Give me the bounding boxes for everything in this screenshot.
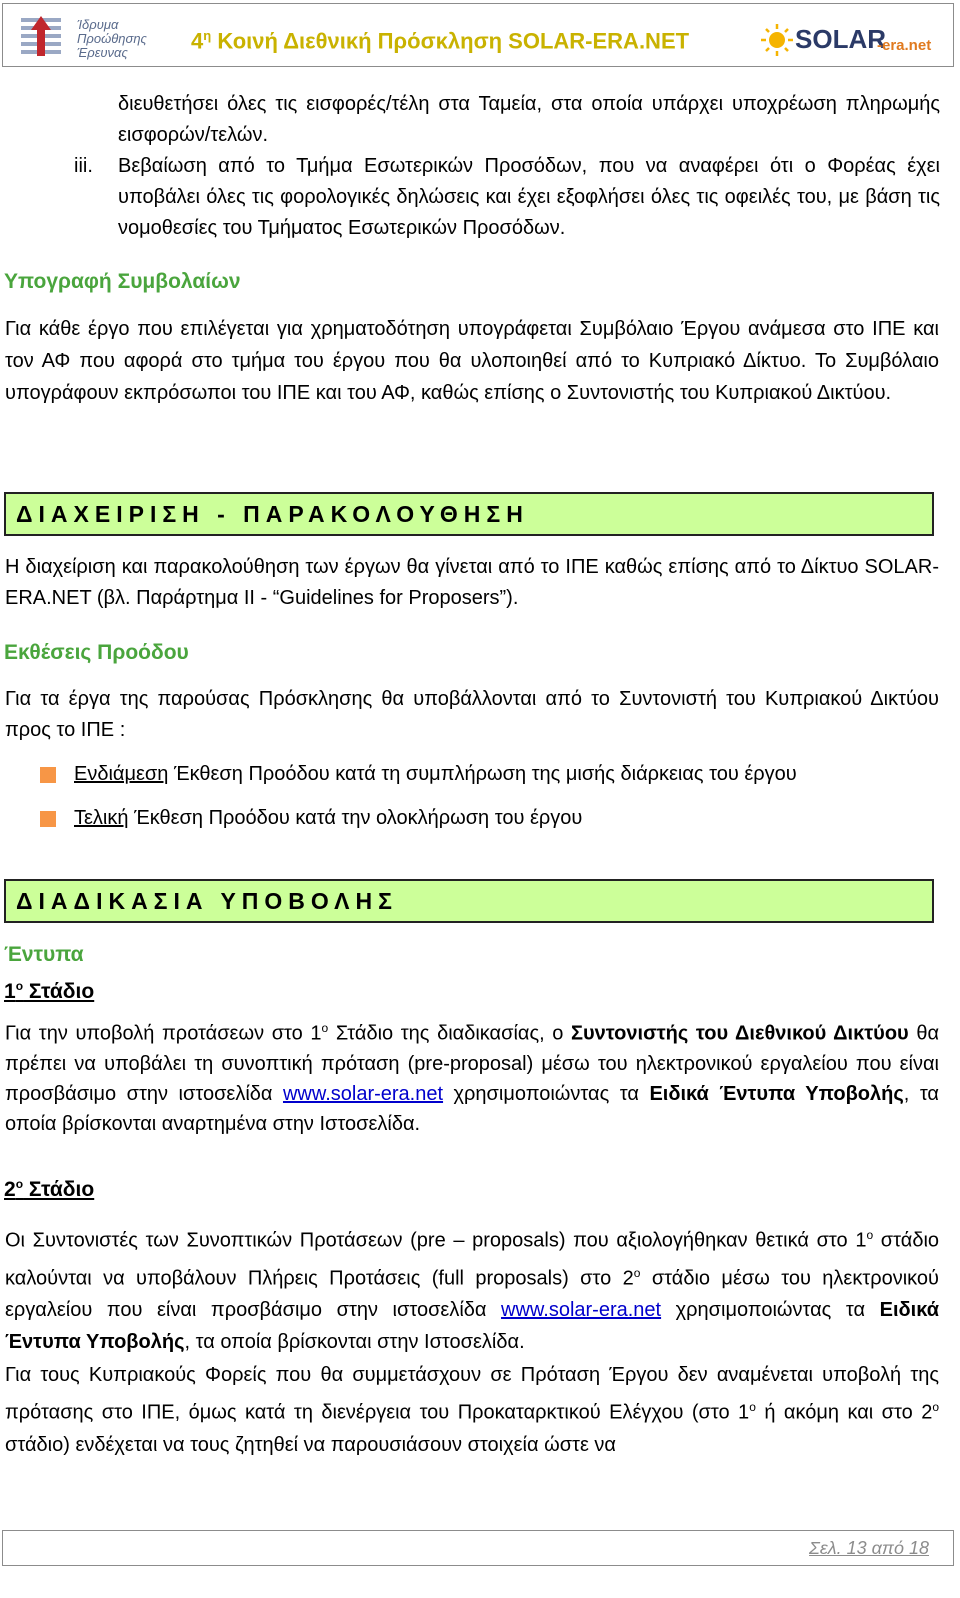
heading-progress-reports: Εκθέσεις Προόδου xyxy=(4,641,189,664)
stage1-word: Στάδιο xyxy=(23,980,95,1003)
s3-sup2: ο xyxy=(932,1400,939,1414)
solar-era-logo xyxy=(759,22,949,58)
paragraph-reports: Για τα έργα της παρούσας Πρόσκλησης θα υποβάλλονται από το Συντονιστή του Κυπριακού Δικτύου προς το ΙΠΕ : xyxy=(5,688,939,741)
s3-b: ή ακόμη και στο 2 xyxy=(755,1401,933,1424)
section-management-title: ΔΙΑΧΕΙΡΙΣΗ - ΠΑΡΑΚΟΛΟΥΘΗΣΗ xyxy=(16,501,529,527)
s1-c: θα πρέπει να υποβάλει τη συνοπτική πρόταση (pre-proposal) μέσω του ηλεκτρονικού εργαλείου που είναι προσβάσιμο στην ιστοσελίδα xyxy=(5,1022,939,1105)
heading-contracts: Υπογραφή Συμβολαίων xyxy=(4,270,241,293)
ipe-logo xyxy=(17,12,177,62)
paragraph-contracts: Για κάθε έργο που επιλέγεται για χρηματοδότηση υπογράφεται Συμβόλαιο Έργου ανάμεσα στο ΙΠΕ και τον ΑΦ που αφορά στο τμήμα του έργου που θα υλοποιηθεί από το Κυπριακό Δίκτυο. Το Συμβόλαιο υπογράφουν εκπρόσωποι του ΙΠΕ και του ΑΦ, καθώς επίσης ο Συντονιστής του Κυπριακού Δικτύου. xyxy=(5,318,939,404)
page-header xyxy=(2,3,954,67)
solar-logo-suffix: -era.net xyxy=(877,37,932,54)
bullet-item-final xyxy=(74,803,582,834)
paragraph-stage-1 xyxy=(5,1013,939,1139)
s2-sup2: ο xyxy=(633,1265,641,1280)
s1-a: Για την υποβολή προτάσεων στο 1 xyxy=(5,1022,322,1045)
call-title-text: Κοινή Διεθνική Πρόσκληση SOLAR-ERA.NET xyxy=(211,28,690,54)
s2-c: στάδιο μέσω του ηλεκτρονικού εργαλείου που είναι προσβάσιμο στην ιστοσελίδα xyxy=(5,1267,939,1322)
s1-e: , τα οποία βρίσκονται αναρτημένα στην Ιστοσελίδα. xyxy=(5,1082,939,1135)
bullet-marker xyxy=(40,767,56,783)
bullet-item-interim xyxy=(74,759,797,790)
solar-logo-main: SOLAR xyxy=(795,24,886,54)
s2-d: χρησιμοποιώντας τα xyxy=(661,1299,880,1322)
list-label-iii: iii. xyxy=(74,155,93,177)
s1-bold: Συντονιστής του Διεθνικού Δικτύου xyxy=(571,1022,909,1045)
s1-b: Στάδιο της διαδικασίας, ο xyxy=(328,1022,572,1045)
s2-b: στάδιο καλούνται να υποβάλουν Πλήρεις Προτάσεις (full proposals) στο 2 xyxy=(5,1229,940,1290)
logo-line-3: Έρευνας xyxy=(77,45,128,60)
s3-sup1: ο xyxy=(749,1400,756,1414)
paragraph-management: Η διαχείριση και παρακολούθηση των έργων θα γίνεται από το ΙΠΕ καθώς επίσης από το Δίκτυο SOLAR-ERA.NET (βλ. Παράρτημα ΙΙ - “Guidelines for Proposers”). xyxy=(5,556,939,609)
bullet-marker xyxy=(40,811,56,827)
solar-era-link[interactable]: www.solar-era.net xyxy=(282,1082,444,1105)
list-continuation: διευθετήσει όλες τις εισφορές/τέλη στα Ταμεία, στα οποία υπάρχει υποχρέωση πληρωμής εισφορών/τελών. xyxy=(118,93,940,146)
stage1-sup: ο xyxy=(15,979,24,993)
list-item-iii: Βεβαίωση από το Τμήμα Εσωτερικών Προσόδων, που να αναφέρει ότι ο Φορέας έχει υποβάλει όλες τις φορολογικές δηλώσεις και έχει εξοφλήσει όλες τις οφειλές του, με βάση τις νομοθεσίες του Τμήματος Εσωτερικών Προσόδων. xyxy=(118,155,940,239)
s2-e: , τα οποία βρίσκονται στην Ιστοσελίδα. xyxy=(184,1331,525,1354)
paragraph-cypriot-entities xyxy=(5,1359,939,1461)
bullet-final-text: Έκθεση Προόδου κατά την ολοκλήρωση του έργου xyxy=(128,807,583,829)
section-submission xyxy=(4,879,934,923)
section-submission-title: ΔΙΑΔΙΚΑΣΙΑ ΥΠΟΒΟΛΗΣ xyxy=(16,888,398,914)
s1-bold2: Ειδικά Έντυπα Υποβολής xyxy=(649,1082,904,1105)
logo-line-1: Ίδρυμα xyxy=(77,17,119,32)
s2-sup1: ο xyxy=(866,1228,874,1242)
call-title-num: 4 xyxy=(191,28,204,54)
bullet-final-underlined: Τελική xyxy=(74,807,129,829)
s3-a: Για τους Κυπριακούς Φορείς που θα συμμετάσχουν σε Πρόταση Έργου δεν αναμένεται υποβολή της πρότασης στο ΙΠΕ, όμως κατά τη διενέργεια του Προκαταρκτικού Ελέγχου (στο 1 xyxy=(5,1364,939,1424)
call-title-sup: η xyxy=(203,28,212,43)
paragraph-stage-2 xyxy=(5,1219,939,1358)
stage2-num: 2 xyxy=(4,1178,16,1201)
stage1-num: 1 xyxy=(4,980,16,1003)
heading-stage-1 xyxy=(4,979,94,1004)
s1-sup: ο xyxy=(321,1021,329,1035)
solar-era-link[interactable]: www.solar-era.net xyxy=(501,1299,662,1322)
section-management xyxy=(4,492,934,536)
call-title xyxy=(191,28,689,54)
heading-forms: Έντυπα xyxy=(4,943,84,966)
logo-line-2: Προώθησης xyxy=(77,31,147,46)
ipe-logo-icon xyxy=(17,12,69,62)
s2-bold: Ειδικά Έντυπα Υποβολής xyxy=(5,1299,939,1354)
stage2-word: Στάδιο xyxy=(23,1178,95,1201)
s3-c: στάδιο) ενδέχεται να τους ζητηθεί να παρουσιάσουν στοιχεία ώστε να xyxy=(5,1433,616,1456)
page-footer xyxy=(2,1530,954,1566)
bullet-interim-underlined: Ενδιάμεση xyxy=(74,763,169,785)
s1-d: χρησιμοποιώντας τα xyxy=(443,1082,650,1105)
s2-a: Οι Συντονιστές των Συνοπτικών Προτάσεων (pre – proposals) που αξιολογήθηκαν θετικά στο 1 xyxy=(5,1229,867,1252)
stage2-sup: ο xyxy=(15,1177,24,1191)
bullet-interim-text: Έκθεση Προόδου κατά τη συμπλήρωση της μισής διάρκειας του έργου xyxy=(168,763,797,785)
page-number: Σελ. 13 από 18 xyxy=(809,1538,929,1558)
heading-stage-2 xyxy=(4,1177,94,1202)
